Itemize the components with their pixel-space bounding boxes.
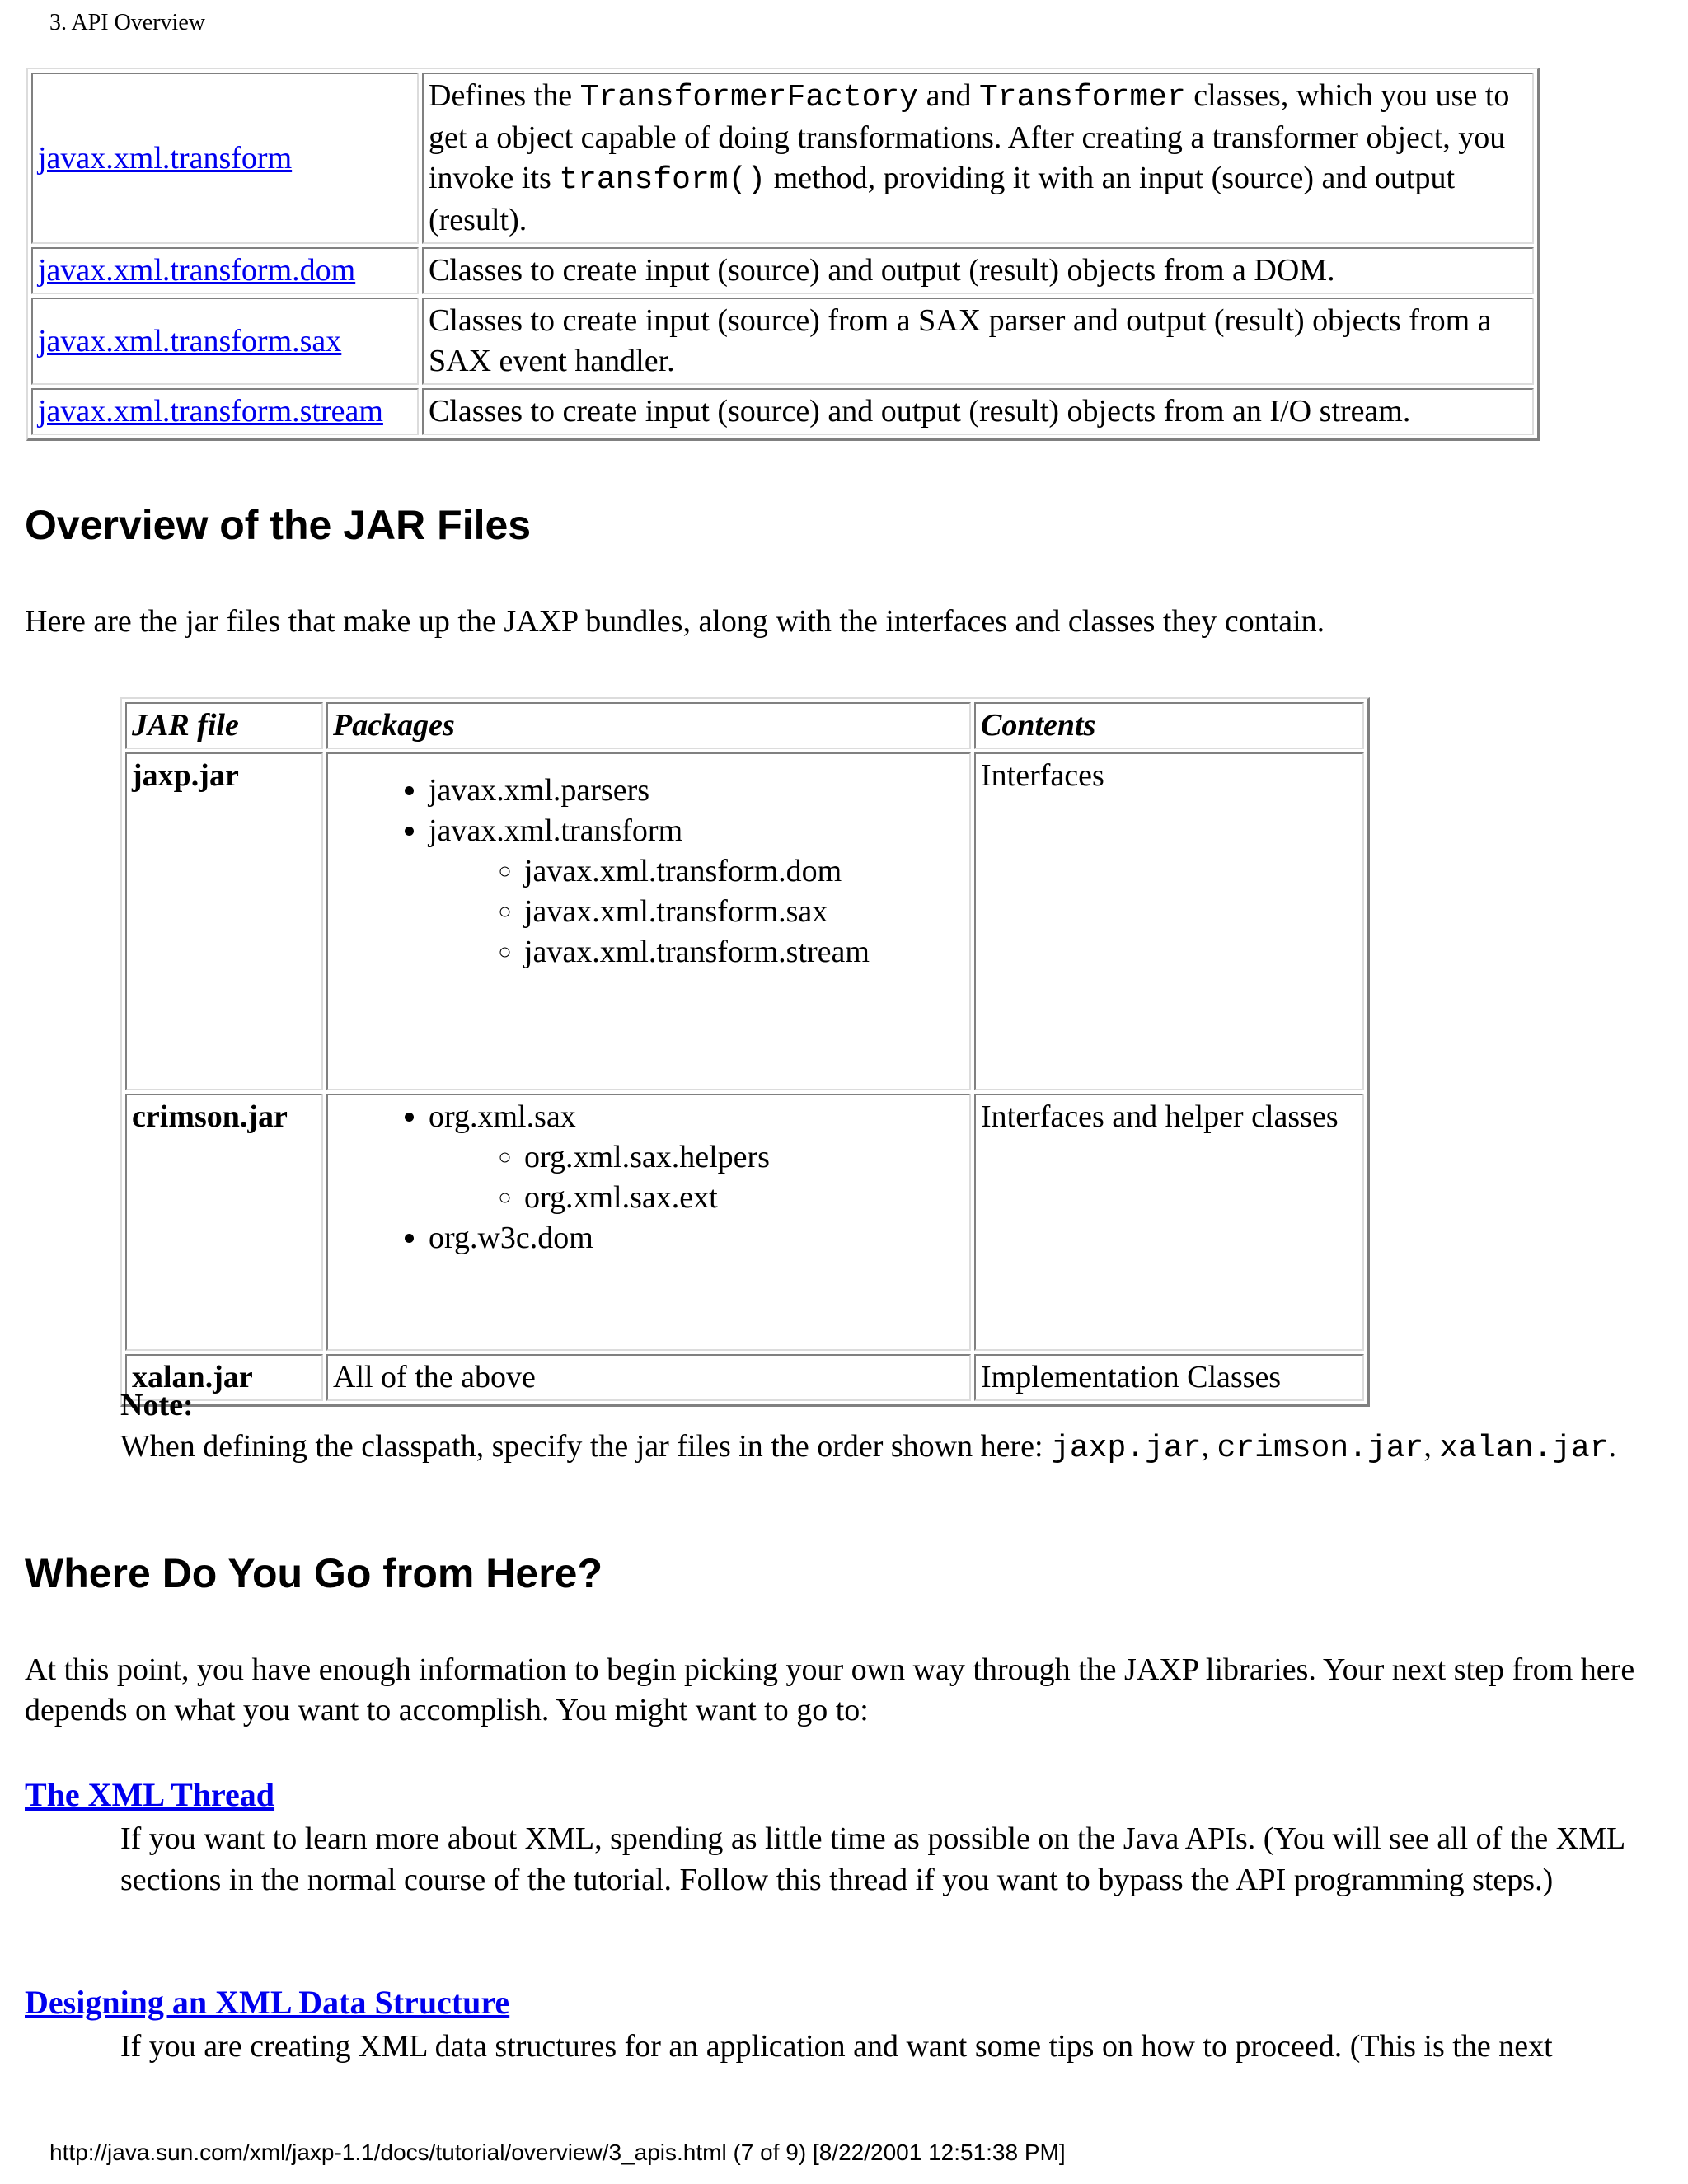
api-packages-table [26, 68, 1540, 441]
xml-thread-link[interactable]: The XML Thread [25, 1776, 275, 1813]
api-table-row [31, 298, 1534, 385]
code-text: transform() [559, 162, 767, 198]
subpackage-list [429, 851, 964, 972]
subpackage-list [429, 1137, 964, 1218]
package-list [333, 771, 964, 972]
jar-table-header-row [125, 702, 1364, 749]
jar-table-row [125, 752, 1364, 1090]
jar-packages-cell: All of the above [326, 1354, 971, 1401]
code-text: TransformerFactory [579, 80, 919, 115]
api-package-link[interactable]: javax.xml.transform [38, 140, 293, 176]
page-header: 3. API Overview [49, 10, 205, 35]
jar-packages-cell [326, 1094, 971, 1351]
package-item: • javax.xml.parsers [429, 771, 964, 811]
jar-files-heading: Overview of the JAR Files [25, 502, 532, 548]
description-text: Defines the [429, 78, 580, 113]
description-text: method, providing it with an input (source) and output (result). [429, 161, 1456, 237]
package-item: • org.w3c.dom [429, 1218, 964, 1258]
package-item: • org.xml.sax ◦ org.xml.sax.helpers ◦ org.xml.sax.ext [429, 1097, 964, 1218]
jar-packages-cell [326, 752, 971, 1090]
package-list [333, 1097, 964, 1258]
page-footer: http://java.sun.com/xml/jaxp-1.1/docs/tutorial/overview/3_apis.html (7 of 9) [8/22/2001 12:51:38 PM] [49, 2139, 1066, 2165]
api-package-link[interactable]: javax.xml.transform.dom [38, 253, 356, 288]
note-jar-crimson: crimson.jar [1217, 1431, 1424, 1466]
subpackage-item: ◦ javax.xml.transform.stream [524, 932, 964, 972]
designing-xml-link[interactable]: Designing an XML Data Structure [25, 1984, 510, 2021]
note-jar-jaxp: jaxp.jar [1051, 1431, 1202, 1466]
note-jar-xalan: xalan.jar [1439, 1431, 1609, 1466]
api-table-row [31, 73, 1534, 244]
note-text: When defining the classpath, specify the jar files in the order shown here: jaxp.jar, crimson.jar, xalan.jar. [120, 1429, 1617, 1466]
jar-name-cell: xalan.jar [125, 1354, 323, 1401]
classpath-note [120, 1385, 1616, 1469]
jar-contents-cell: Implementation Classes [974, 1354, 1364, 1401]
api-package-cell [31, 247, 419, 294]
description-text: Classes to create input (source) and output (result) objects from a DOM. [429, 253, 1335, 288]
jar-files-intro: Here are the jar files that make up the JAXP bundles, along with the interfaces and classes they contain. [25, 604, 1325, 639]
code-text: Transformer [978, 80, 1186, 115]
description-text: Classes to create input (source) from a SAX parser and output (result) objects from a SAX event handler. [429, 303, 1492, 378]
header-contents: Contents [974, 702, 1364, 749]
jar-name-cell: jaxp.jar [125, 752, 323, 1090]
api-package-cell [31, 388, 419, 435]
api-package-cell [31, 73, 419, 244]
xml-thread-description: If you want to learn more about XML, spending as little time as possible on the Java APIs. (You will see all of the XML sections in the normal course of the tutorial. Follow this thread if you want to bypass the API programming steps.) [120, 1821, 1625, 1897]
jar-contents-cell: Interfaces and helper classes [974, 1094, 1364, 1351]
description-text: and [918, 78, 979, 113]
api-package-link[interactable]: javax.xml.transform.stream [38, 394, 383, 429]
api-table-row [31, 388, 1534, 435]
designing-xml-description: If you are creating XML data structures for an application and want some tips on how to proceed. (This is the next [120, 2029, 1553, 2064]
next-steps-intro: At this point, you have enough information to begin picking your own way through the JAXP libraries. Your next step from here depends on what you want to accomplish. You might want to go to: [25, 1652, 1635, 1727]
api-description-cell [422, 388, 1534, 435]
subpackage-item: ◦ javax.xml.transform.sax [524, 892, 964, 932]
subpackage-item: ◦ org.xml.sax.helpers [524, 1137, 964, 1178]
next-steps-heading: Where Do You Go from Here? [25, 1550, 603, 1596]
note-title: Note: [120, 1388, 194, 1422]
description-text: Classes to create input (source) and output (result) objects from an I/O stream. [429, 394, 1411, 429]
api-description-cell [422, 247, 1534, 294]
header-jar-file: JAR file [125, 702, 323, 749]
description-text: classes, which you use to get a object capable of doing transformations. After creating a transformer object, you invoke its [429, 78, 1510, 195]
subpackage-item: ◦ org.xml.sax.ext [524, 1178, 964, 1218]
api-package-link[interactable]: javax.xml.transform.sax [38, 323, 342, 359]
subpackage-item: ◦ javax.xml.transform.dom [524, 851, 964, 892]
api-description-cell [422, 298, 1534, 385]
jar-contents-cell: Interfaces [974, 752, 1364, 1090]
api-description-cell [422, 73, 1534, 244]
header-packages: Packages [326, 702, 971, 749]
api-table-row [31, 247, 1534, 294]
package-item: • javax.xml.transform ◦ javax.xml.transform.dom ◦ javax.xml.transform.sax ◦ javax.xml.transform.stream [429, 811, 964, 972]
jar-files-table [120, 697, 1370, 1407]
jar-table-row [125, 1094, 1364, 1351]
jar-name-cell: crimson.jar [125, 1094, 323, 1351]
api-package-cell [31, 298, 419, 385]
